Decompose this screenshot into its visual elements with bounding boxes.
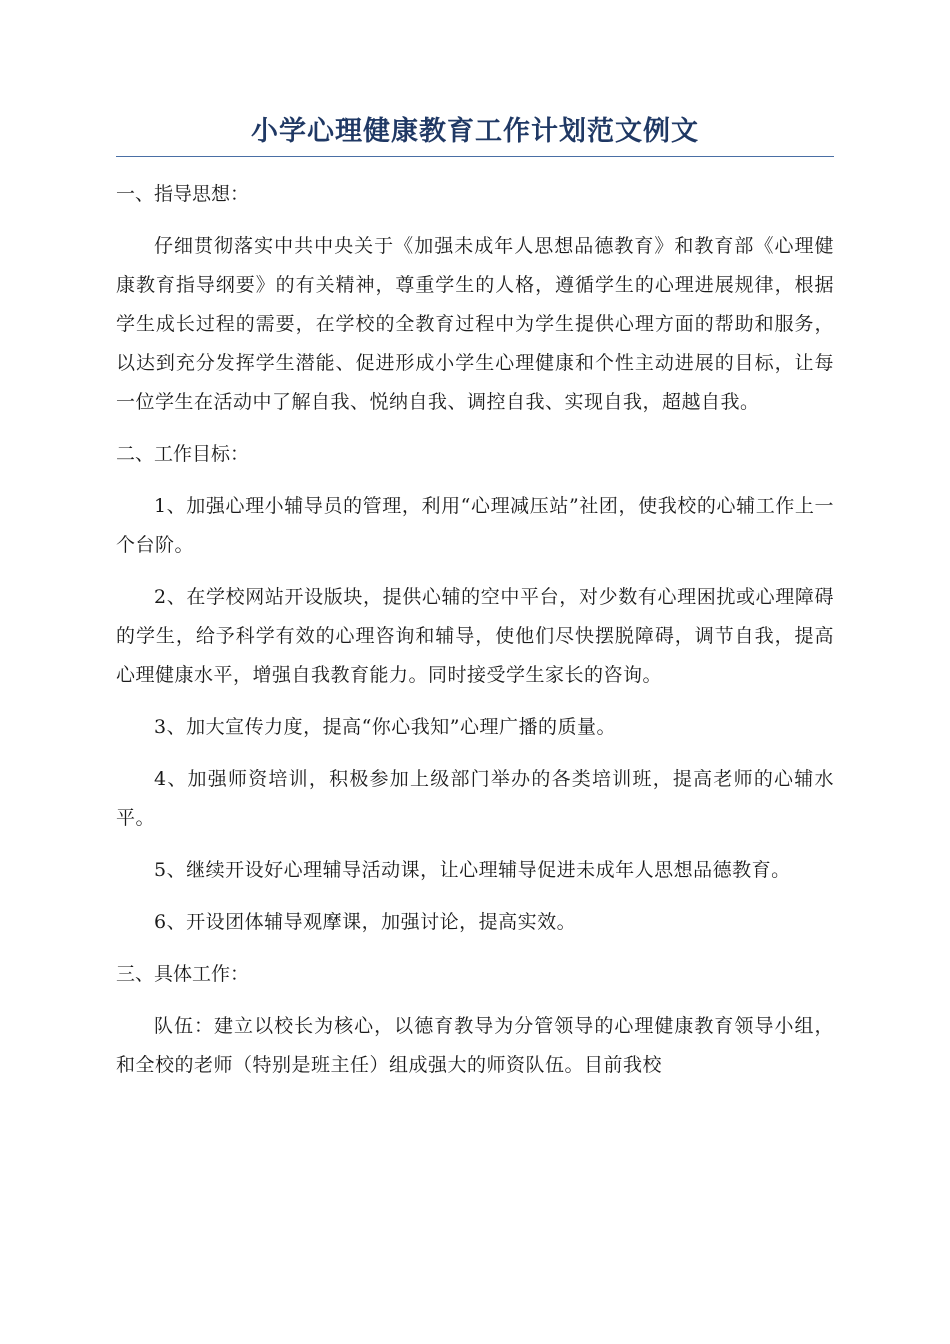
paragraph: 2、在学校网站开设版块，提供心辅的空中平台，对少数有心理困扰或心理障碍的学生，给予科学有效的心理咨询和辅导，使他们尽快摆脱障碍，调节自我，提高心理健康水平，增强自我教育能力。同时接受学生家长的咨询。 — [116, 586, 834, 686]
paragraph: 4、加强师资培训，积极参加上级部门举办的各类培训班，提高老师的心辅水平。 — [116, 768, 834, 829]
paragraph: 队伍：建立以校长为核心，以德育教导为分管领导的心理健康教育领导小组，和全校的老师（特别是班主任）组成强大的师资队伍。目前我校 — [116, 1015, 834, 1076]
title-underline — [116, 156, 834, 157]
paragraph: 仔细贯彻落实中共中央关于《加强未成年人思想品德教育》和教育部《心理健康教育指导纲要》的有关精神，尊重学生的人格，遵循学生的心理进展规律，根据学生成长过程的需要，在学校的全教育过程中为学生提供心理方面的帮助和服务，以达到充分发挥学生潜能、促进形成小学生心理健康和个性主动进展的目标，让每一位学生在活动中了解自我、悦纳自我、调控自我、实现自我，超越自我。 — [116, 235, 834, 413]
section-heading: 三、具体工作： — [116, 963, 250, 985]
document-page — [116, 112, 834, 1098]
document-title: 小学心理健康教育工作计划范文例文 — [251, 116, 699, 147]
paragraph: 5、继续开设好心理辅导活动课，让心理辅导促进未成年人思想品德教育。 — [154, 859, 791, 881]
paragraph: 6、开设团体辅导观摩课，加强讨论，提高实效。 — [154, 911, 577, 933]
paragraph: 1、加强心理小辅导员的管理，利用“心理减压站”社团，使我校的心辅工作上一个台阶。 — [116, 495, 834, 556]
section-heading: 二、工作目标： — [116, 443, 250, 465]
paragraph: 3、加大宣传力度，提高“你心我知”心理广播的质量。 — [154, 716, 617, 738]
section-specific-work — [116, 955, 834, 1085]
section-heading: 一、指导思想： — [116, 183, 250, 205]
section-work-goals — [116, 435, 834, 942]
section-guiding-ideology — [116, 175, 834, 422]
